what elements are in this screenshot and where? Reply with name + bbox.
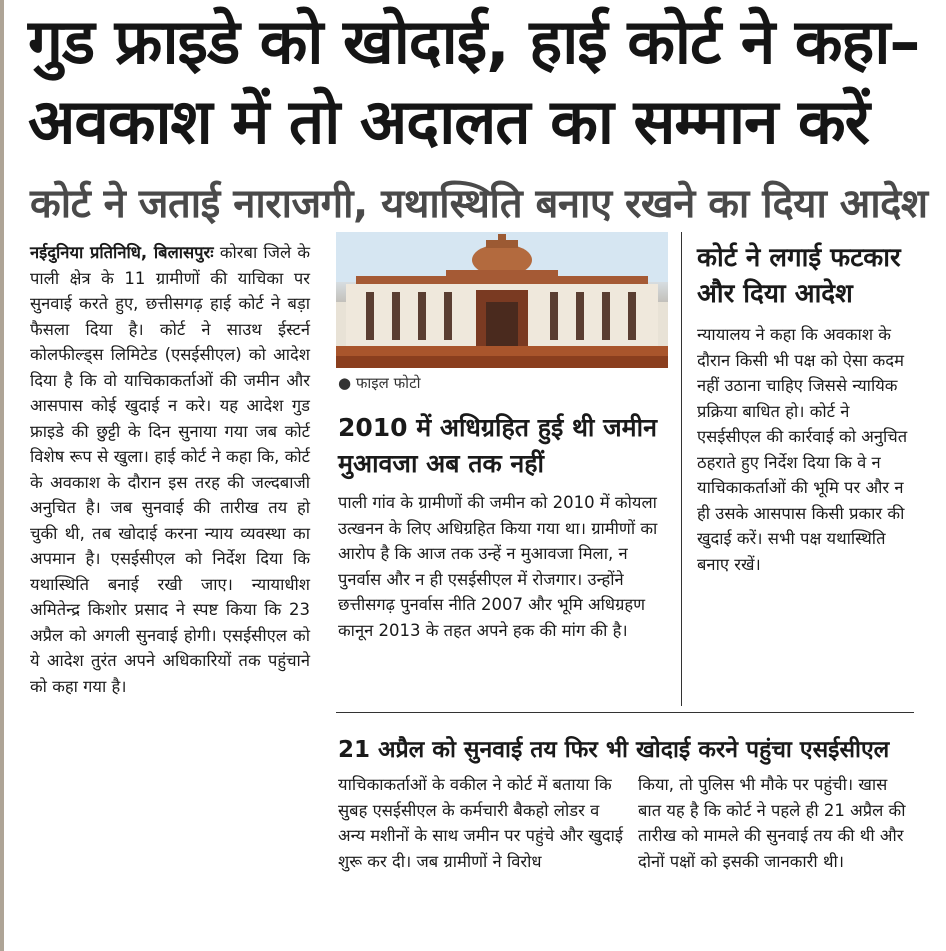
headline-line-1: गुड फ्राइडे को खोदाई, हाई कोर्ट ने कहा– <box>28 5 920 78</box>
main-story-text: कोरबा जिले के पाली क्षेत्र के 11 ग्रामीणों की याचिका पर सुनवाई करते हुए, छत्तीसगढ़ हाई कोर्ट ने बड़ा फैसला दिया है। कोर्ट ने साउथ ईस्टर्न कोलफील्ड्स लिमिटेड (एसईसीएल) को आदेश दिया है कि वो याचिकाकर्ताओं की जमीन और आसपास कोई खुदाई न करे। यह आदेश गुड फ्राइडे की छुट्टी के दिन सुनाया गया जब कोर्ट विशेष रूप से खुला। हाई कोर्ट ने कहा कि, कोर्ट के अवकाश के दौरान इस तरह की जल्दबाजी अनुचित है। जब सुनवाई की तारीख तय हो चुकी थी, तब खोदाई करना न्याय व्यवस्था का अपमान है। एसईसीएल को निर्देश दिया कि यथास्थिति बनाई रखी जाए। न्यायाधीश अमितेन्द्र किशोर प्रसाद ने स्पष्ट किया कि 23 अप्रैल को अगली सुनवाई होगी। एसईसीएल को ये आदेश तुरंत अपने अधिकारियों तक पहुंचाने को कहा गया है। <box>30 243 310 696</box>
high-court-photo <box>336 232 668 368</box>
section-divider <box>336 712 914 713</box>
story2-text: पाली गांव के ग्रामीणों की जमीन को 2010 में कोयला उत्खनन के लिए अधिग्रहित किया गया था। ग्रामीणों का आरोप है कि आज तक उन्हें न मुआवजा मिला, न पुनर्वास और न ही एसईसीएल में रोजगार। उन्होंने छत्तीसगढ़ पुनर्वास नीति 2007 और भूमि अधिग्रहण कानून 2013 के तहत अपने हक की मांग की है। <box>338 493 658 640</box>
story2-headline: 2010 में अधिग्रहित हुई थी जमीन मुआवजा अब तक नहीं <box>338 413 657 478</box>
main-story <box>30 240 310 699</box>
story3-headline: 21 अप्रैल को सुनवाई तय फिर भी खोदाई करने पहुंचा एसईसीएल <box>338 737 890 763</box>
photo-caption-text: फाइल फोटो <box>355 374 421 392</box>
sidebar-headline: कोर्ट ने लगाई फटकार और दिया आदेश <box>697 243 901 309</box>
story3-column-1: याचिकाकर्ताओं के वकील ने कोर्ट में बताया कि सुबह एसईसीएल के कर्मचारी बैकहो लोडर व अन्य मशीनों के साथ जमीन पर पहुंचे और खुदाई शुरू कर दी। जब ग्रामीणों ने विरोध <box>338 775 623 871</box>
sidebar-text: न्यायालय ने कहा कि अवकाश के दौरान किसी भी पक्ष को ऐसा कदम नहीं उठाना चाहिए जिससे न्यायिक प्रक्रिया बाधित हो। कोर्ट ने एसईसीएल की कार्रवाई को अनुचित ठहराते हुए निर्देश दिया कि वे न याचिकाकर्ताओं की भूमि पर और न ही उसके आसपास किसी प्रकार की खुदाई करें। सभी पक्ष यथास्थिति बनाए रखें। <box>697 325 908 574</box>
story3-column-2: किया, तो पुलिस भी मौके पर पहुंची। खास बात यह है कि कोर्ट ने पहले ही 21 अप्रैल की तारीख को मामले की सुनवाई तय की थी और दोनों पक्षों को इसकी जानकारी थी। <box>638 775 906 871</box>
page-edge <box>0 0 4 951</box>
headline-line-2: अवकाश में तो अदालत का सम्मान करें <box>28 85 870 158</box>
photo-caption <box>338 372 421 394</box>
dateline: नईदुनिया प्रतिनिधि, बिलासपुरः <box>30 243 214 262</box>
bullet-icon: ● <box>338 374 356 392</box>
subheadline: कोर्ट ने जताई नाराजगी, यथास्थिति बनाए रखने का दिया आदेश <box>30 181 928 227</box>
column-divider <box>681 232 682 706</box>
court-building-illustration <box>336 232 668 368</box>
